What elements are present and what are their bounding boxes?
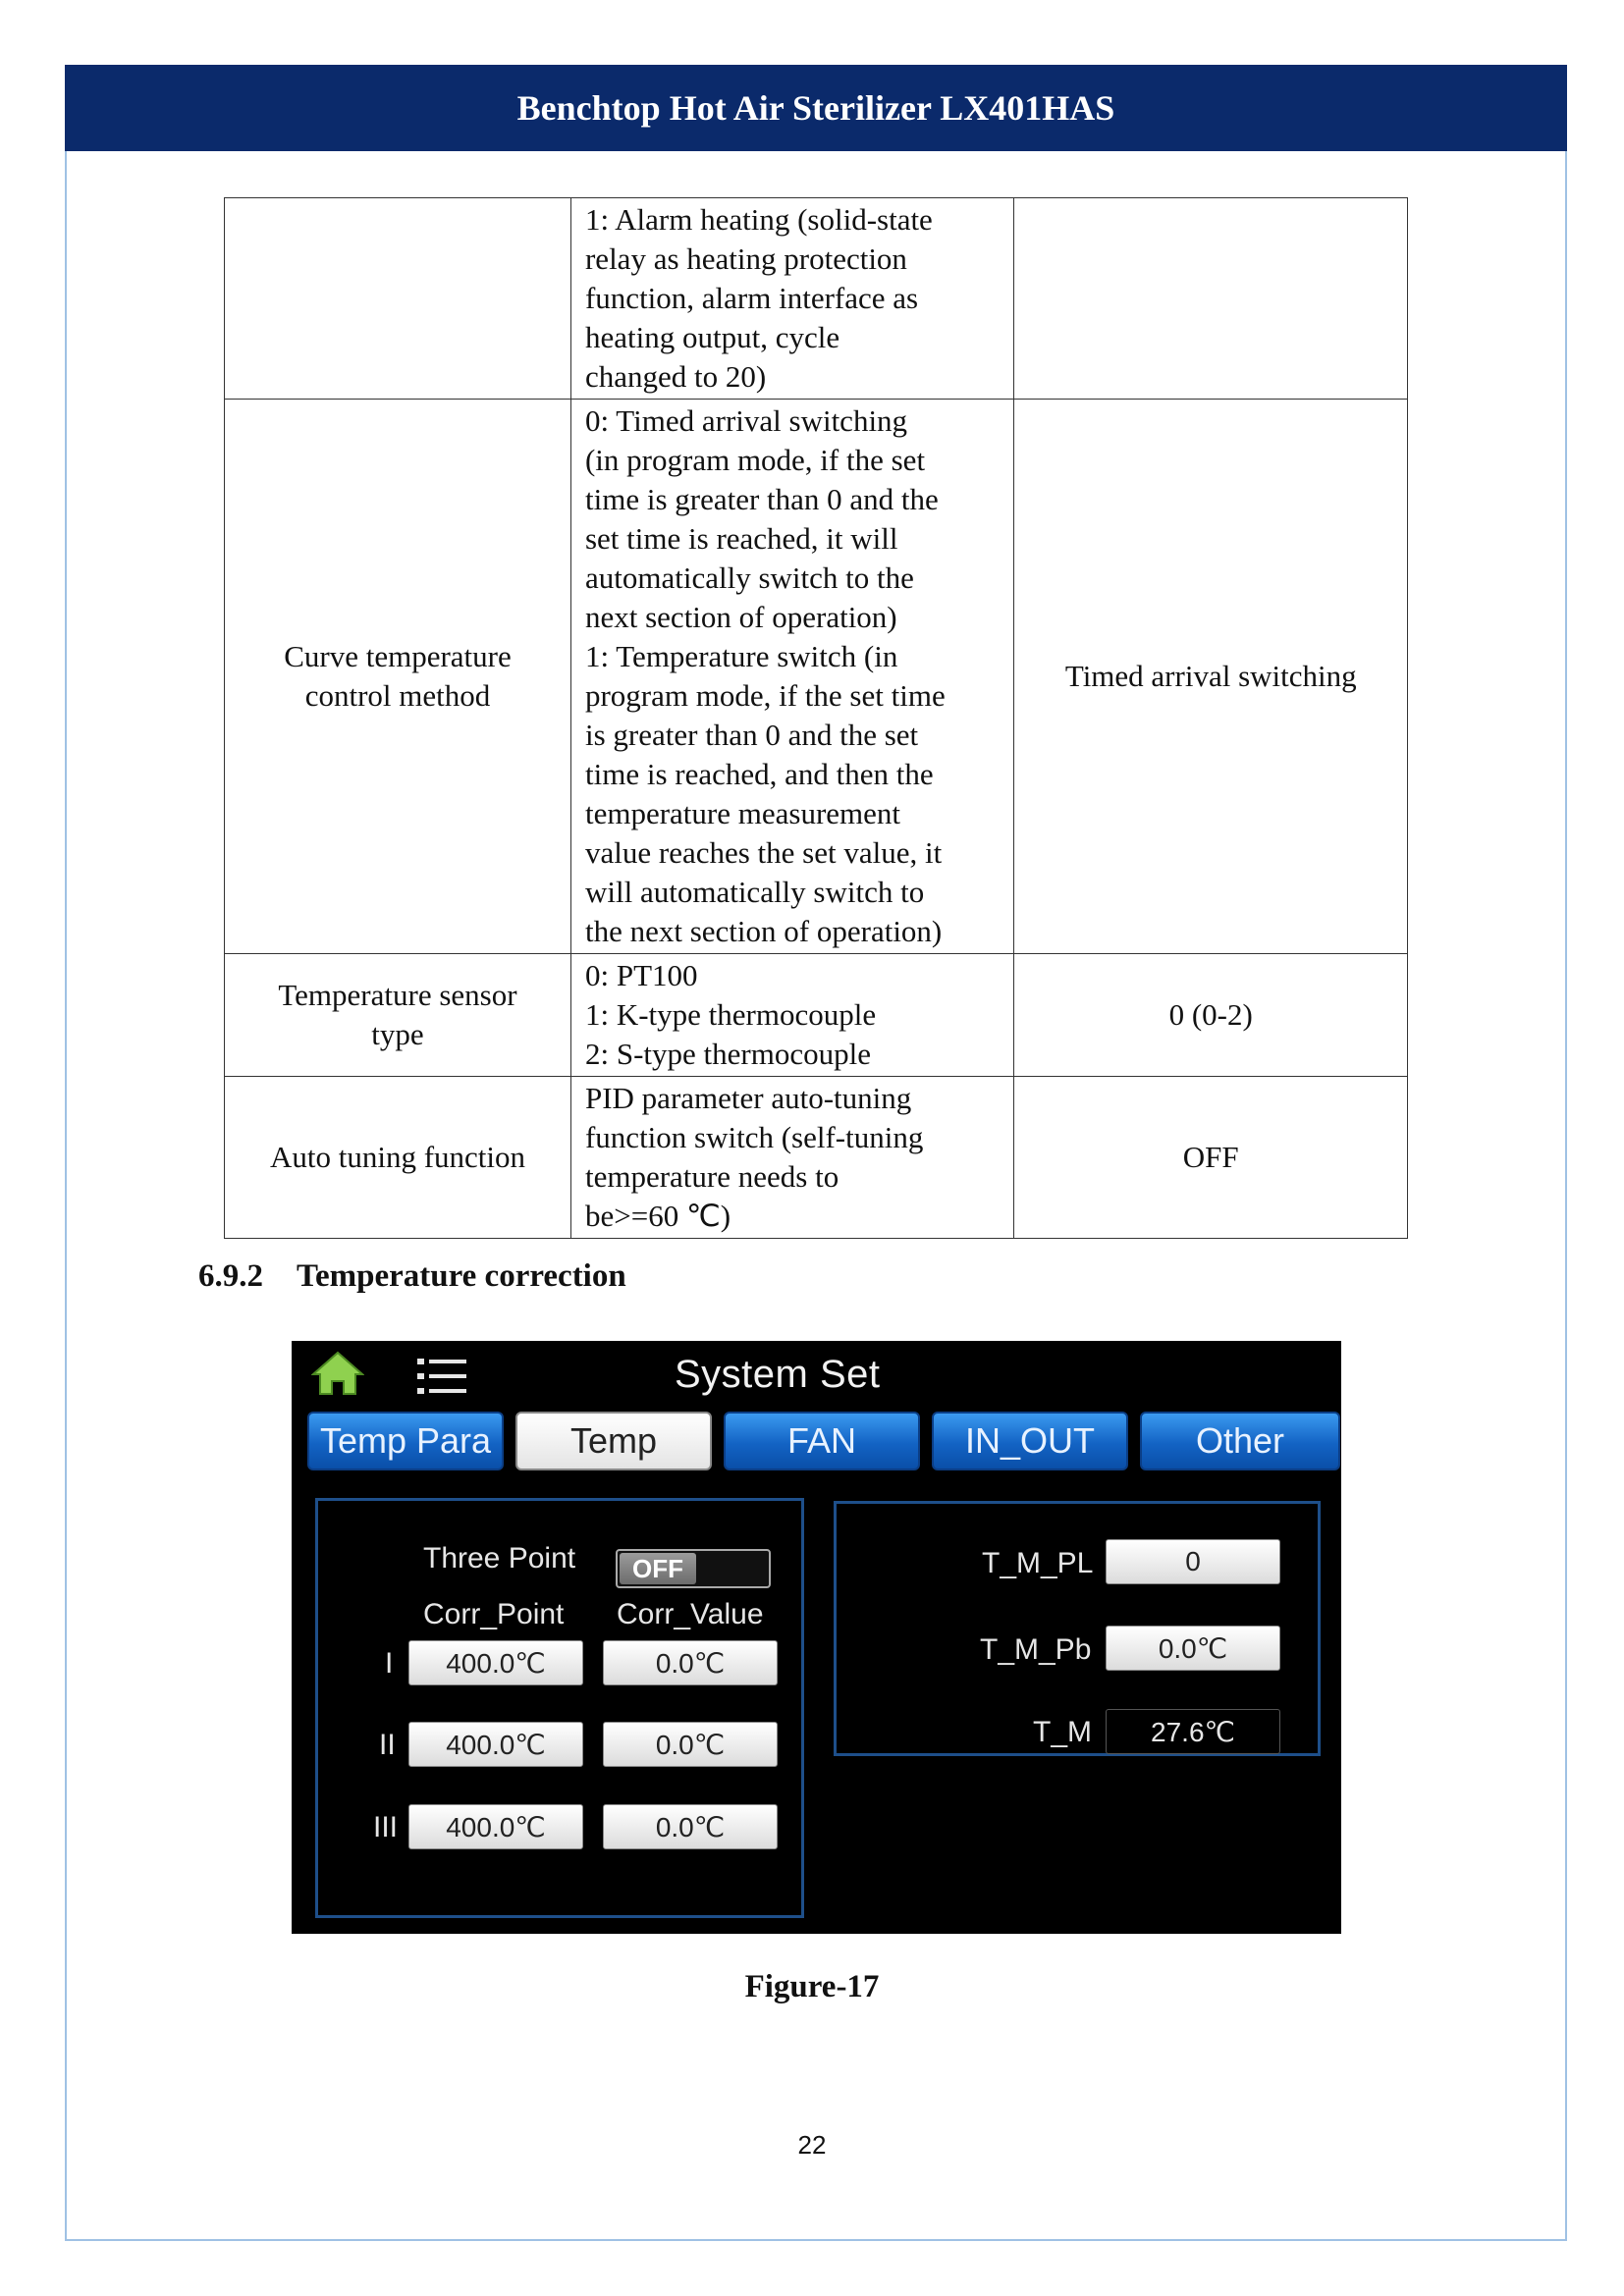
measurement-panel <box>834 1501 1321 1756</box>
corr-value-header: Corr_Value <box>617 1598 764 1630</box>
row-label-ii: II <box>379 1729 396 1761</box>
param-value-cell: 0 (0-2) <box>1014 954 1408 1077</box>
device-screenshot <box>292 1341 1341 1934</box>
t-m-label: T_M <box>1033 1716 1092 1748</box>
parameter-table <box>224 197 1408 1239</box>
param-description-cell: 0: PT100 1: K-type thermocouple 2: S-type thermocouple <box>570 954 1013 1077</box>
tab-bar <box>307 1412 1328 1472</box>
t-m-readout: 27.6℃ <box>1106 1709 1280 1754</box>
t-m-pb-label: T_M_Pb <box>980 1633 1092 1666</box>
corr-point-header: Corr_Point <box>423 1598 565 1630</box>
header-title: Benchtop Hot Air Sterilizer LX401HAS <box>516 88 1115 128</box>
param-name-cell: Temperature sensor type <box>225 954 571 1077</box>
figure-caption: Figure-17 <box>744 1969 880 2004</box>
corr-point-field-iii[interactable]: 400.0℃ <box>408 1804 583 1849</box>
page-header <box>65 65 1567 151</box>
section-title: Temperature correction <box>297 1258 626 1294</box>
param-name-cell: Curve temperature control method <box>225 400 571 954</box>
param-name-cell <box>225 198 571 400</box>
table-row <box>225 1077 1408 1239</box>
tab-temp[interactable]: Temp <box>515 1412 712 1470</box>
table-row <box>225 400 1408 954</box>
correction-points-panel <box>315 1498 804 1918</box>
toggle-state: OFF <box>620 1553 696 1584</box>
tab-in-out[interactable]: IN_OUT <box>932 1412 1128 1470</box>
t-m-pl-field[interactable]: 0 <box>1106 1539 1280 1584</box>
section-number: 6.9.2 <box>198 1258 263 1294</box>
section-heading <box>198 1258 626 1295</box>
param-description-cell: 1: Alarm heating (solid-state relay as heating protection function, alarm interface as heating output, cycle changed to 20) <box>570 198 1013 400</box>
tab-temp-para[interactable]: Temp Para <box>307 1412 504 1470</box>
corr-value-field-iii[interactable]: 0.0℃ <box>603 1804 778 1849</box>
three-point-toggle[interactable] <box>616 1549 771 1588</box>
param-value-cell <box>1014 198 1408 400</box>
param-value-cell: Timed arrival switching <box>1014 400 1408 954</box>
row-label-iii: III <box>373 1811 399 1843</box>
corr-value-field-ii[interactable]: 0.0℃ <box>603 1722 778 1767</box>
page-number: 22 <box>797 2130 827 2160</box>
list-menu-icon[interactable] <box>417 1357 468 1396</box>
corr-value-field-i[interactable]: 0.0℃ <box>603 1640 778 1685</box>
t-m-pl-label: T_M_PL <box>982 1547 1094 1579</box>
t-m-pb-field[interactable]: 0.0℃ <box>1106 1626 1280 1671</box>
home-icon[interactable] <box>311 1351 364 1396</box>
tab-fan[interactable]: FAN <box>724 1412 920 1470</box>
param-name-cell: Auto tuning function <box>225 1077 571 1239</box>
screen-title: System Set <box>675 1353 881 1396</box>
param-description-cell: PID parameter auto-tuning function switch (self-tuning temperature needs to be>=60 ℃) <box>570 1077 1013 1239</box>
table-row <box>225 954 1408 1077</box>
row-label-i: I <box>385 1647 394 1680</box>
corr-point-field-i[interactable]: 400.0℃ <box>408 1640 583 1685</box>
tab-other[interactable]: Other <box>1140 1412 1340 1470</box>
table-row <box>225 198 1408 400</box>
param-description-cell: 0: Timed arrival switching (in program mode, if the set time is greater than 0 and the set time is reached, it will automatically switch to the next section of operation) 1: Temperature switch (in program mode, if the set time is greater than 0 and the set time is reached, and then the temperature measurement value reaches the set value, it will automatically switch to the next section of operation) <box>570 400 1013 954</box>
param-value-cell: OFF <box>1014 1077 1408 1239</box>
three-point-label: Three Point <box>423 1542 576 1575</box>
corr-point-field-ii[interactable]: 400.0℃ <box>408 1722 583 1767</box>
